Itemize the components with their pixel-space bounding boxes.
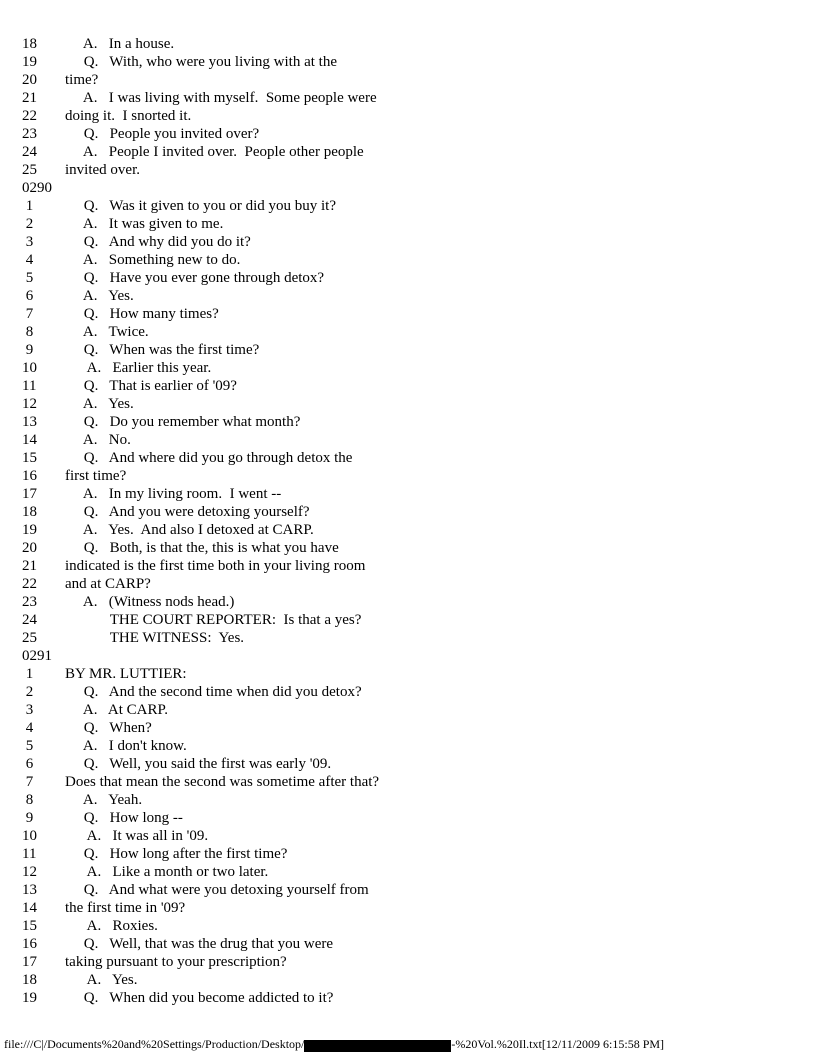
transcript-line [0,467,379,485]
line-number: 18 [22,972,37,988]
line-number: 5 [22,738,34,754]
line-number: 8 [22,792,34,808]
transcript-line [0,197,379,215]
line-text: A. In my living room. I went -- [65,486,282,502]
line-text: A. I was living with myself. Some people were [65,90,377,106]
line-number: 25 [22,630,37,646]
line-text: Q. How long after the first time? [65,846,288,862]
transcript-line [0,269,379,287]
line-number: 23 [22,594,37,610]
line-number: 16 [22,936,37,952]
transcript-line [0,611,379,629]
transcript-line [0,773,379,791]
footer-path-prefix: file:///C|/Documents%20and%20Settings/Production/Desktop/ [4,1037,305,1051]
line-text: A. It was all in '09. [65,828,209,844]
line-text: Q. Well, you said the first was early '09. [65,756,332,772]
transcript-line [0,863,379,881]
line-number: 21 [22,558,37,574]
transcript-line [0,539,379,557]
line-number: 5 [22,270,34,286]
transcript-line [0,341,379,359]
transcript-line [0,161,379,179]
line-text: Q. How long -- [65,810,183,826]
transcript-line [0,395,379,413]
transcript-line [0,683,379,701]
line-text: A. Yes. [65,396,134,412]
line-text: Q. Do you remember what month? [65,414,301,430]
transcript-line [0,125,379,143]
transcript-line [0,701,379,719]
line-text: indicated is the first time both in your living room [65,558,366,574]
line-text: the first time in '09? [65,900,186,916]
line-number: 21 [22,90,37,106]
line-number: 2 [22,684,34,700]
line-number: 19 [22,522,37,538]
transcript-line [0,593,379,611]
line-text: invited over. [65,162,140,178]
transcript-line [0,107,379,125]
line-text: Q. When was the first time? [65,342,260,358]
line-number: 14 [22,432,37,448]
transcript-line [0,971,379,989]
line-number: 0291 [22,648,52,664]
line-number: 13 [22,882,37,898]
line-number: 18 [22,36,37,52]
line-number: 11 [22,378,37,394]
line-text: A. It was given to me. [65,216,224,232]
line-number: 25 [22,162,37,178]
line-text: A. In a house. [65,36,175,52]
line-number: 12 [22,396,37,412]
transcript-line [0,557,379,575]
line-text: Q. And the second time when did you detox? [65,684,362,700]
line-number: 24 [22,612,37,628]
transcript-body [0,35,379,1007]
line-text: A. (Witness nods head.) [65,594,235,610]
line-number: 4 [22,720,34,736]
footer-path-suffix: -%20Vol.%20Il.txt[12/11/2009 6:15:58 PM] [451,1037,665,1051]
line-text: and at CARP? [65,576,151,592]
transcript-line [0,647,379,665]
line-number: 10 [22,360,37,376]
transcript-line [0,377,379,395]
transcript-line [0,719,379,737]
transcript-line [0,989,379,1007]
transcript-line [0,575,379,593]
transcript-line [0,881,379,899]
line-text: A. Something new to do. [65,252,241,268]
line-number: 17 [22,954,37,970]
transcript-line [0,179,379,197]
transcript-line [0,503,379,521]
line-number: 20 [22,72,37,88]
line-text: Q. That is earlier of '09? [65,378,237,394]
transcript-line [0,935,379,953]
line-text: taking pursuant to your prescription? [65,954,287,970]
line-number: 4 [22,252,34,268]
transcript-line [0,413,379,431]
line-number: 1 [22,666,34,682]
line-number: 7 [22,774,34,790]
line-number: 3 [22,234,34,250]
line-number: 11 [22,846,37,862]
line-number: 8 [22,324,34,340]
transcript-line [0,53,379,71]
line-number: 6 [22,288,34,304]
transcript-line [0,791,379,809]
transcript-line [0,953,379,971]
line-number: 22 [22,576,37,592]
line-number: 24 [22,144,37,160]
transcript-line [0,359,379,377]
line-text: Q. People you invited over? [65,126,260,142]
line-number: 15 [22,450,37,466]
line-number: 1 [22,198,34,214]
line-number: 3 [22,702,34,718]
line-text: A. Yes. [65,972,138,988]
line-number: 14 [22,900,37,916]
line-number: 19 [22,54,37,70]
line-text: THE COURT REPORTER: Is that a yes? [65,612,362,628]
line-number: 15 [22,918,37,934]
line-text: Q. And you were detoxing yourself? [65,504,310,520]
transcript-line [0,215,379,233]
line-text: A. No. [65,432,131,448]
transcript-line [0,233,379,251]
line-text: THE WITNESS: Yes. [65,630,245,646]
line-text: A. People I invited over. People other people [65,144,364,160]
line-number: 2 [22,216,34,232]
line-number: 18 [22,504,37,520]
file-url-footer [4,1037,664,1051]
line-text: Q. Have you ever gone through detox? [65,270,325,286]
line-text: A. Yes. [65,288,134,304]
line-text: A. I don't know. [65,738,187,754]
line-text: first time? [65,468,127,484]
transcript-line [0,35,379,53]
transcript-line [0,917,379,935]
transcript-line [0,323,379,341]
line-text: Q. How many times? [65,306,219,322]
line-number: 7 [22,306,34,322]
line-text: Does that mean the second was sometime after that? [65,774,380,790]
line-text: A. Yes. And also I detoxed at CARP. [65,522,314,538]
line-text: A. Like a month or two later. [65,864,269,880]
transcript-line [0,845,379,863]
transcript-line [0,485,379,503]
transcript-line [0,809,379,827]
transcript-line [0,89,379,107]
transcript-line [0,449,379,467]
line-text: Q. And where did you go through detox the [65,450,353,466]
line-number: 19 [22,990,37,1006]
transcript-line [0,71,379,89]
transcript-line [0,143,379,161]
line-text: Q. Well, that was the drug that you were [65,936,334,952]
line-number: 9 [22,342,34,358]
line-number: 17 [22,486,37,502]
line-text: A. At CARP. [65,702,168,718]
line-number: 0290 [22,180,52,196]
line-text: Q. When did you become addicted to it? [65,990,334,1006]
line-number: 22 [22,108,37,124]
transcript-line [0,737,379,755]
transcript-line [0,431,379,449]
line-number: 13 [22,414,37,430]
transcript-line [0,899,379,917]
transcript-line [0,665,379,683]
transcript-line [0,305,379,323]
transcript-line [0,287,379,305]
redaction-box [304,1040,451,1052]
line-text: Q. When? [65,720,152,736]
line-text: A. Yeah. [65,792,143,808]
line-text: doing it. I snorted it. [65,108,192,124]
line-text: time? [65,72,99,88]
line-number: 10 [22,828,37,844]
line-text: A. Twice. [65,324,149,340]
line-text: BY MR. LUTTIER: [65,666,187,682]
line-text: Q. With, who were you living with at the [65,54,337,70]
line-text: Q. Both, is that the, this is what you have [65,540,339,556]
line-text: Q. Was it given to you or did you buy it? [65,198,336,214]
line-number: 23 [22,126,37,142]
line-number: 9 [22,810,34,826]
line-text: A. Earlier this year. [65,360,212,376]
line-text: Q. And what were you detoxing yourself from [65,882,369,898]
line-number: 16 [22,468,37,484]
line-number: 6 [22,756,34,772]
transcript-line [0,755,379,773]
transcript-line [0,521,379,539]
transcript-line [0,629,379,647]
line-number: 20 [22,540,37,556]
line-text: Q. And why did you do it? [65,234,251,250]
line-number: 12 [22,864,37,880]
transcript-line [0,251,379,269]
line-text: A. Roxies. [65,918,158,934]
transcript-line [0,827,379,845]
